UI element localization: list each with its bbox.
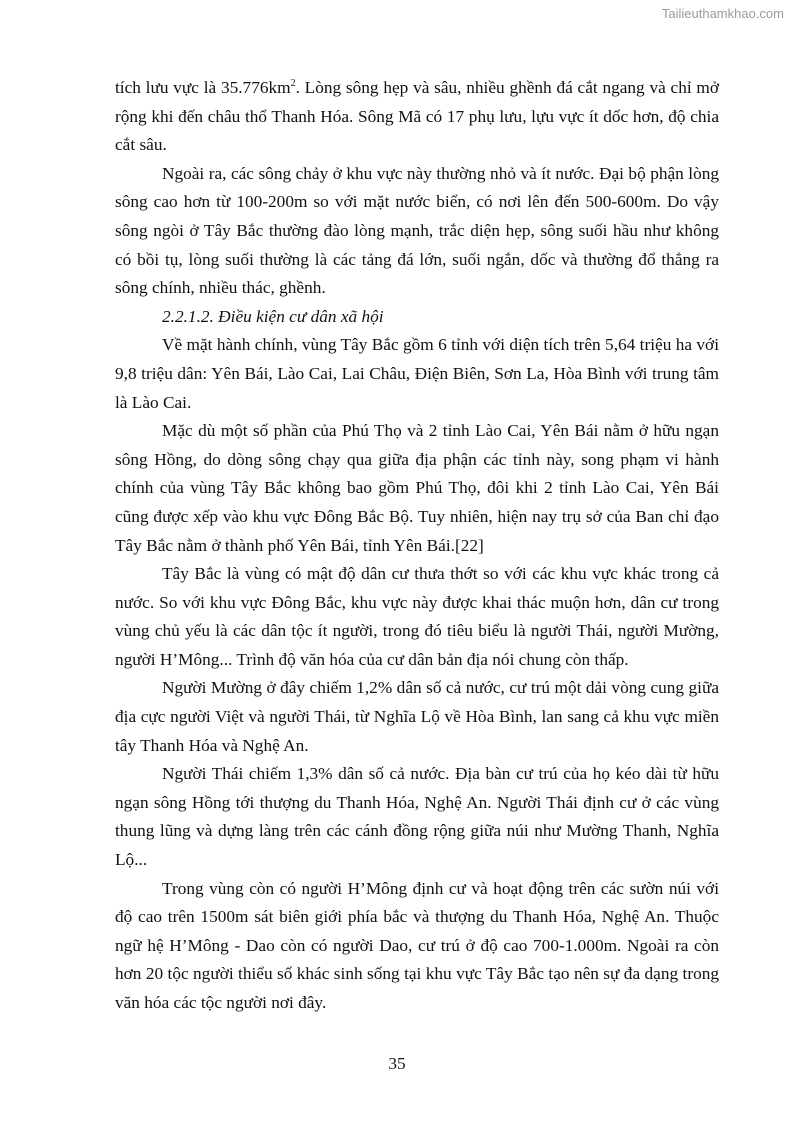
paragraph: Ngoài ra, các sông chảy ở khu vực này thường nhỏ và ít nước. Đại bộ phận lòng sông cao hơn từ 100-200m so với mặt nước biển, có nơi lên đến 500-600m. Do vậy sông ngòi ở Tây Bắc thường đào lòng mạnh, trắc diện hẹp, sông suối hầu như không có bồi tụ, lòng suối thường là các tảng đá lớn, suối ngắn, dốc và thường đổ thẳng ra sông chính, nhiều thác, ghềnh. [115,163,719,298]
paragraph: Về mặt hành chính, vùng Tây Bắc gồm 6 tỉnh với diện tích trên 5,64 triệu ha với 9,8 triệu dân: Yên Bái, Lào Cai, Lai Châu, Điện Biên, Sơn La, Hòa Bình với trung tâm là Lào Cai. [115,335,719,412]
paragraph: Mặc dù một số phần của Phú Thọ và 2 tỉnh Lào Cai, Yên Bái nằm ở hữu ngạn sông Hồng, do dòng sông chạy qua giữa địa phận các tỉnh này, song phạm vi hành chính của vùng Tây Bắc không bao gồm Phú Thọ, đôi khi 2 tỉnh Lào Cai, Yên Bái cũng được xếp vào khu vực Đông Bắc Bộ. Tuy nhiên, hiện nay trụ sở của Ban chỉ đạo Tây Bắc nằm ở thành phố Yên Bái, tỉnh Yên Bái.[22] [115,421,719,555]
paragraph: Người Thái chiếm 1,3% dân số cả nước. Địa bàn cư trú của họ kéo dài từ hữu ngạn sông Hồng tới thượng du Thanh Hóa, Nghệ An. Người Thái định cư ở các vùng thung lũng và dựng làng trên các cánh đồng rộng giữa núi như Mường Thanh, Nghĩa Lộ... [115,764,719,870]
paragraph-text: . Lòng sông hẹp và sâu, nhiều ghềnh đá cắt ngang và chỉ mở rộng khi đến châu thổ Thanh Hóa. Sông Mã có 17 phụ lưu, lựu vực ít dốc hơn, độ chia cắt sâu. [115,78,719,155]
document-body [115,74,719,1018]
paragraph-text: tích lưu vực là 35.776km [115,78,291,97]
section-heading: 2.2.1.2. Điều kiện cư dân xã hội [162,306,384,326]
superscript: 2 [290,78,296,90]
watermark: Tailieuthamkhao.com [661,6,784,21]
paragraph: Tây Bắc là vùng có mật độ dân cư thưa thớt so với các khu vực khác trong cả nước. So với khu vực Đông Bắc, khu vực này được khai thác muộn hơn, dân cư trong vùng chủ yếu là các dân tộc ít người, trong đó tiêu biểu là người Thái, người Mường, người H’Mông... Trình độ văn hóa của cư dân bản địa nói chung còn thấp. [115,564,719,669]
paragraph: Người Mường ở đây chiếm 1,2% dân số cả nước, cư trú một dải vòng cung giữa địa cực người Việt và người Thái, từ Nghĩa Lộ về Hòa Bình, lan sang cả khu vực miền tây Thanh Hóa và Nghệ An. [115,678,719,755]
page-number: 35 [388,1054,406,1073]
paragraph [115,74,719,160]
paragraph: Trong vùng còn có người H’Mông định cư và hoạt động trên các sườn núi với độ cao trên 1500m sát biên giới phía bắc và thượng du Thanh Hóa, Nghệ An. Thuộc ngữ hệ H’Mông - Dao còn có người Dao, cư trú ở độ cao 700-1.000m. Ngoài ra còn hơn 20 tộc người thiểu số khác sinh sống tại khu vực Tây Bắc tạo nên sự đa dạng trong văn hóa các tộc người nơi đây. [115,878,719,1012]
